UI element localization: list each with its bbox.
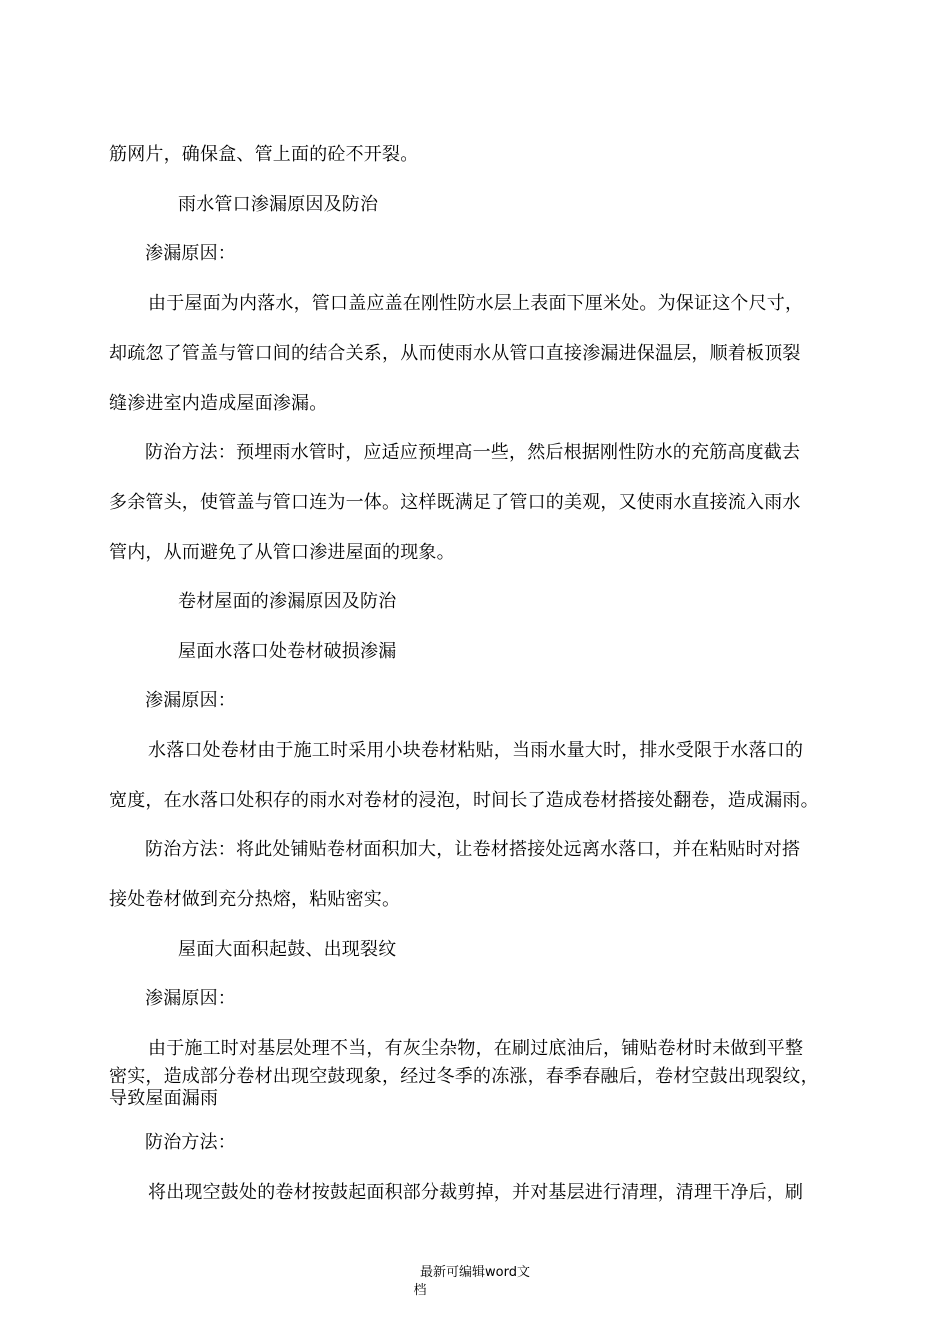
text-line: 水落口处卷材由于施工时采用小块卷材粘贴，当雨水量大时，排水受限于水落口的 <box>148 740 804 761</box>
text-line: 由于施工时对基层处理不当，有灰尘杂物，在刷过底油后，铺贴卷材时未做到平整 <box>148 1038 804 1059</box>
text-line: 管内，从而避免了从管口渗进屋面的现象。 <box>109 542 455 563</box>
text-line: 防治方法：将此处铺贴卷材面积加大，让卷材搭接处远离水落口，并在粘贴时对搭 <box>145 839 801 860</box>
text-line: 缝渗进室内造成屋面渗漏。 <box>109 393 328 414</box>
subheading-label: 渗漏原因： <box>145 243 236 264</box>
text-line: 筋网片，确保盒、管上面的砼不开裂。 <box>109 144 419 165</box>
subheading-label: 渗漏原因： <box>145 988 236 1009</box>
section-heading: 屋面大面积起鼓、出现裂纹 <box>178 939 397 960</box>
text-line: 接处卷材做到充分热熔，粘贴密实。 <box>109 889 401 910</box>
subheading-label: 渗漏原因： <box>145 690 236 711</box>
text-line: 宽度，在水落口处积存的雨水对卷材的浸泡，时间长了造成卷材搭接处翻卷，造成漏雨。 <box>109 790 819 811</box>
text-line: 导致屋面漏雨 <box>109 1088 219 1109</box>
text-line: 将出现空鼓处的卷材按鼓起面积部分裁剪掉，并对基层进行清理，清理干净后，刷 <box>148 1182 804 1203</box>
footer-line: 档 <box>413 1283 427 1298</box>
text-line: 由于屋面为内落水，管口盖应盖在刚性防水层上表面下厘米处。为保证这个尺寸， <box>148 293 804 314</box>
text-line: 密实，造成部分卷材出现空鼓现象，经过冬季的冻涨，春季春融后，卷材空鼓出现裂纹， <box>109 1066 819 1087</box>
section-heading: 屋面水落口处卷材破损渗漏 <box>178 641 397 662</box>
text-line: 多余管头，使管盖与管口连为一体。这样既满足了管口的美观，又使雨水直接流入雨水 <box>109 492 801 513</box>
section-heading: 卷材屋面的渗漏原因及防治 <box>178 591 397 612</box>
subheading-label: 防治方法： <box>145 1132 236 1153</box>
text-line: 却疏忽了管盖与管口间的结合关系，从而使雨水从管口直接渗漏进保温层，顺着板顶裂 <box>109 343 801 364</box>
footer-line: 最新可编辑word文 <box>420 1265 530 1280</box>
text-line: 防治方法：预埋雨水管时，应适应预埋高一些，然后根据刚性防水的充筋高度截去 <box>145 442 801 463</box>
section-heading: 雨水管口渗漏原因及防治 <box>178 194 379 215</box>
